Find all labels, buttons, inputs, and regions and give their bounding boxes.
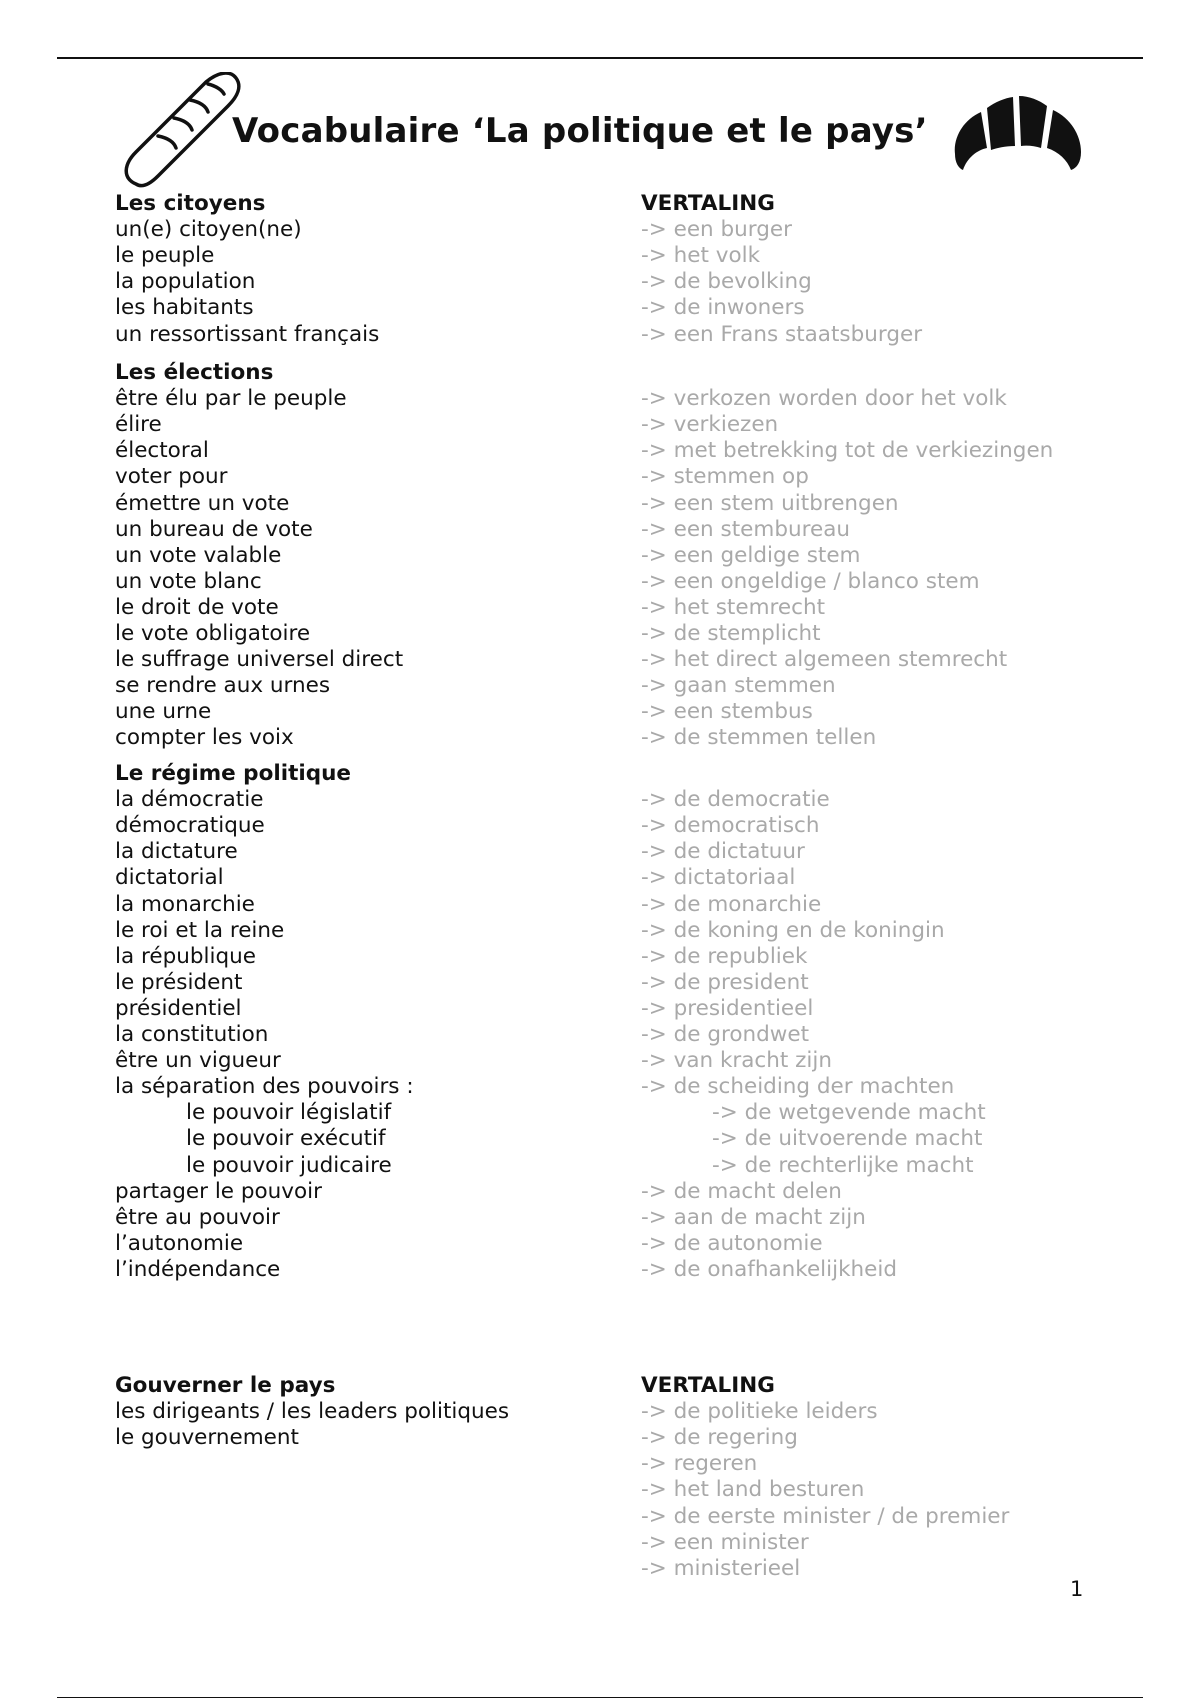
french-term: être élu par le peuple (115, 386, 347, 412)
french-term: un vote valable (115, 542, 282, 568)
french-term: partager le pouvoir (115, 1178, 322, 1204)
section-heading: Le régime politique (115, 761, 352, 786)
dutch-translation: -> de scheiding der machten (641, 1074, 955, 1100)
french-term: présidentiel (115, 995, 242, 1021)
french-term: la population (115, 269, 256, 295)
dutch-translation: -> het volk (641, 243, 761, 269)
dutch-translation: -> ministerieel (641, 1555, 801, 1581)
dutch-translation: -> de koning en de koningin (641, 917, 945, 943)
dutch-translation: -> de wetgevende macht (712, 1100, 986, 1126)
dutch-translation: -> een geldige stem (641, 542, 861, 568)
french-term: le président (115, 969, 243, 995)
french-term: compter les voix (115, 725, 294, 751)
french-term: le gouvernement (115, 1425, 299, 1451)
french-term: la séparation des pouvoirs : (115, 1074, 414, 1100)
dutch-translation: -> dictatoriaal (641, 865, 796, 891)
dutch-translation: -> stemmen op (641, 464, 809, 490)
top-rule (57, 57, 1143, 59)
dutch-translation: -> de macht delen (641, 1178, 842, 1204)
french-term: voter pour (115, 464, 228, 490)
dutch-translation: -> regeren (641, 1451, 758, 1477)
dutch-translation: -> presidentieel (641, 995, 814, 1021)
dutch-translation: -> een stembureau (641, 516, 850, 542)
dutch-translation: -> de onafhankelijkheid (641, 1256, 898, 1282)
dutch-translation: -> de eerste minister / de premier (641, 1503, 1010, 1529)
dutch-translation: -> een minister (641, 1529, 809, 1555)
french-term: les dirigeants / les leaders politiques (115, 1399, 510, 1425)
dutch-translation: -> de grondwet (641, 1022, 810, 1047)
dutch-translation: -> de autonomie (641, 1230, 823, 1256)
french-term: dictatorial (115, 865, 224, 891)
dutch-translation: -> een ongeldige / blanco stem (641, 568, 980, 594)
french-term: la démocratie (115, 787, 264, 813)
french-term: le suffrage universel direct (115, 647, 404, 673)
french-term: la constitution (115, 1022, 269, 1047)
dutch-translation: -> een burger (641, 217, 792, 243)
page-title: Vocabulaire ‘La politique et le pays’ (232, 111, 928, 151)
french-term: électoral (115, 438, 209, 464)
dutch-translation: -> de monarchie (641, 891, 822, 917)
dutch-translation: -> de president (641, 969, 809, 995)
french-term: le peuple (115, 243, 215, 269)
french-term: un ressortissant français (115, 321, 380, 347)
dutch-translation: -> de bevolking (641, 269, 812, 295)
french-term: élire (115, 412, 162, 438)
french-term: le droit de vote (115, 594, 279, 620)
french-term: un bureau de vote (115, 516, 313, 542)
french-term: le pouvoir exécutif (186, 1126, 386, 1152)
dutch-translation: -> de rechterlijke macht (712, 1152, 974, 1178)
dutch-translation: -> een stem uitbrengen (641, 490, 899, 516)
dutch-translation: -> de dictatuur (641, 839, 805, 865)
french-term: démocratique (115, 813, 265, 839)
french-term: les habitants (115, 295, 254, 321)
dutch-translation: -> een stembus (641, 699, 813, 725)
page-number: 1 (1070, 1577, 1084, 1601)
french-term: le pouvoir judicaire (186, 1152, 392, 1178)
dutch-translation: -> van kracht zijn (641, 1048, 833, 1074)
dutch-translation: -> de uitvoerende macht (712, 1126, 983, 1152)
french-term: le roi et la reine (115, 917, 285, 943)
french-term: la dictature (115, 839, 238, 865)
dutch-translation: -> de democratie (641, 787, 830, 813)
dutch-translation: -> de stemplicht (641, 621, 821, 646)
french-term: être un vigueur (115, 1048, 281, 1074)
dutch-translation: -> de regering (641, 1425, 798, 1451)
french-term: être au pouvoir (115, 1204, 280, 1230)
dutch-translation: -> aan de macht zijn (641, 1204, 866, 1230)
baguette-icon (118, 72, 243, 192)
french-term: un vote blanc (115, 568, 262, 594)
dutch-translation: -> het land besturen (641, 1477, 865, 1503)
section-heading: Les élections (115, 360, 274, 385)
section-heading: Gouverner le pays (115, 1373, 336, 1398)
dutch-translation: -> verkiezen (641, 412, 779, 438)
dutch-translation: -> de inwoners (641, 295, 805, 321)
section-heading: Les citoyens (115, 191, 266, 216)
bottom-rule (57, 1697, 1143, 1698)
translation-header: VERTALING (641, 1373, 775, 1398)
french-term: la république (115, 943, 256, 969)
translation-header: VERTALING (641, 191, 775, 216)
dutch-translation: -> met betrekking tot de verkiezingen (641, 438, 1054, 464)
dutch-translation: -> de stemmen tellen (641, 725, 877, 751)
french-term: la monarchie (115, 891, 255, 917)
french-term: l’indépendance (115, 1256, 281, 1282)
dutch-translation: -> het stemrecht (641, 594, 825, 620)
french-term: émettre un vote (115, 490, 290, 516)
croissant-icon (953, 86, 1083, 178)
dutch-translation: -> democratisch (641, 813, 820, 839)
dutch-translation: -> het direct algemeen stemrecht (641, 647, 1008, 673)
french-term: le pouvoir législatif (186, 1100, 392, 1126)
dutch-translation: -> de politieke leiders (641, 1399, 878, 1425)
french-term: le vote obligatoire (115, 621, 311, 646)
dutch-translation: -> een Frans staatsburger (641, 321, 923, 347)
dutch-translation: -> gaan stemmen (641, 673, 836, 699)
dutch-translation: -> verkozen worden door het volk (641, 386, 1007, 412)
french-term: l’autonomie (115, 1230, 244, 1256)
french-term: une urne (115, 699, 212, 725)
french-term: se rendre aux urnes (115, 673, 331, 699)
dutch-translation: -> de republiek (641, 943, 808, 969)
french-term: un(e) citoyen(ne) (115, 217, 302, 243)
